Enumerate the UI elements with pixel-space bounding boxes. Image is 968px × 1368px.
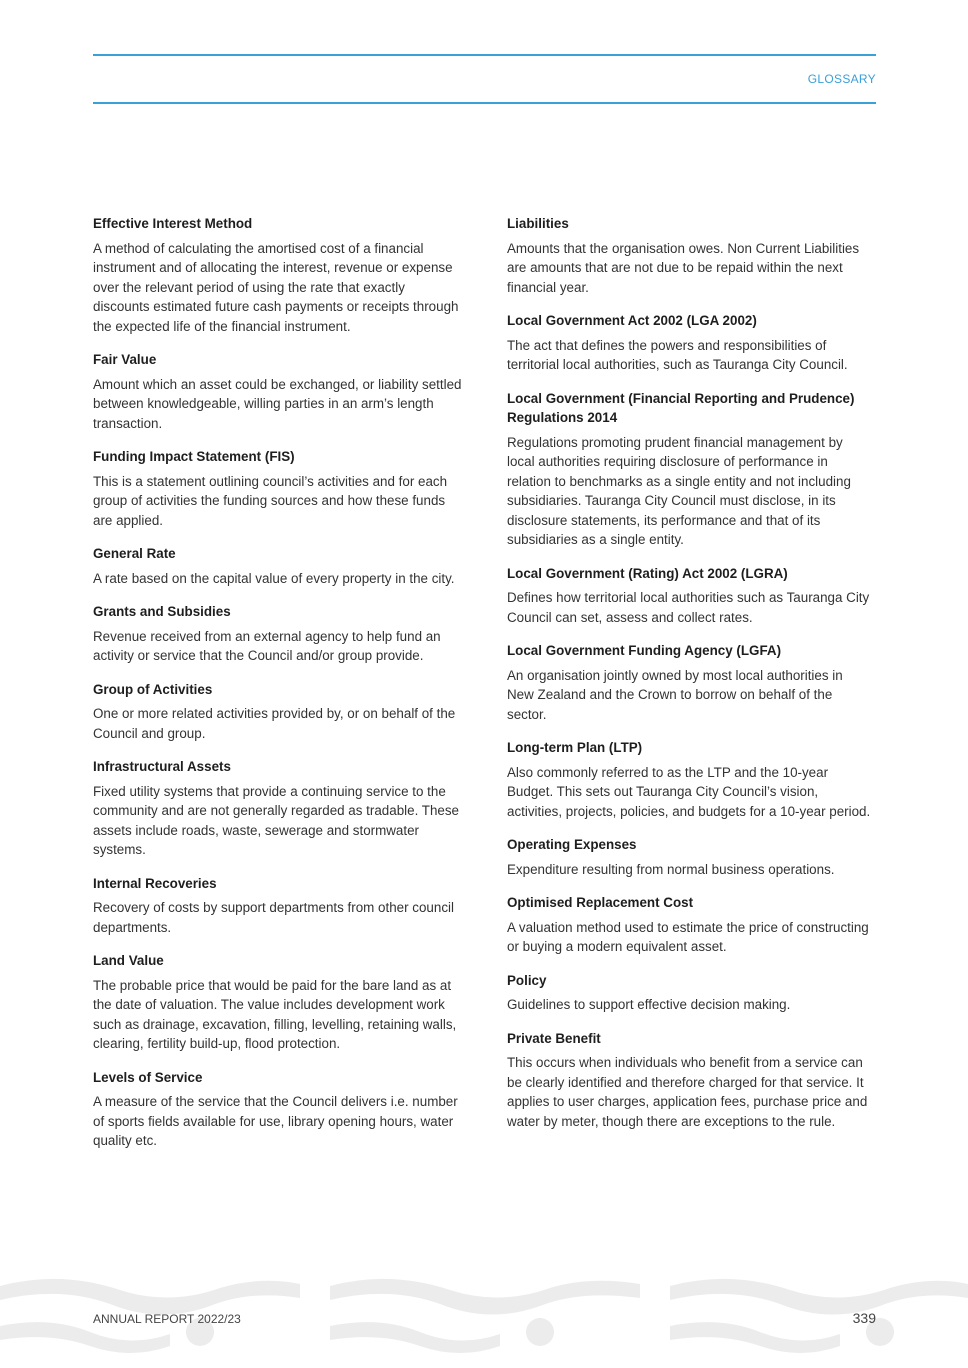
glossary-entry <box>93 951 465 1054</box>
glossary-term: Operating Expenses <box>507 837 637 852</box>
glossary-definition: Amounts that the organisation owes. Non Current Liabilities are amounts that are not due to be repaid within the next financial year. <box>507 240 860 295</box>
glossary-entry <box>93 447 465 530</box>
glossary-definition: An organisation jointly owned by most local authorities in New Zealand and the Crown to borrow on behalf of the sector. <box>507 667 843 722</box>
glossary-entry <box>507 971 873 1015</box>
glossary-definition: This occurs when individuals who benefit from a service can be clearly identified and therefore charged for that service. It applies to user charges, application fees, purchase price and water by meter, though there are exceptions to the rule. <box>507 1055 868 1129</box>
glossary-definition: This is a statement outlining council’s activities and for each group of activities the funding sources and how these funds are applied. <box>93 473 448 528</box>
glossary-entry <box>507 389 873 550</box>
glossary-entry <box>507 1029 873 1132</box>
glossary-entry <box>93 1068 465 1151</box>
glossary-term: Local Government (Rating) Act 2002 (LGRA) <box>507 565 788 581</box>
glossary-term: Infrastructural Assets <box>93 759 231 774</box>
glossary-entry <box>507 214 873 297</box>
glossary-definition: A measure of the service that the Council delivers i.e. number of sports fields available for use, library opening hours, water quality etc. <box>93 1094 458 1148</box>
glossary-entry <box>507 893 873 957</box>
glossary-right-column <box>507 214 873 1145</box>
glossary-term: Funding Impact Statement (FIS) <box>93 449 295 464</box>
glossary-definition: Also commonly referred to as the LTP and the 10-year Budget. This sets out Tauranga City Council’s vision, activities, projects, policies, and budgets for a 10-year period. <box>507 764 871 819</box>
glossary-definition: One or more related activities provided by, or on behalf of the Council and group. <box>93 706 456 741</box>
page-number: 339 <box>852 1310 876 1326</box>
section-label: GLOSSARY <box>807 72 876 86</box>
glossary-entry <box>93 680 465 744</box>
glossary-definition: The probable price that would be paid for the bare land as at the date of valuation. The value includes development work such as drainage, excavation, filling, levelling, retaining walls, clearing, fertility build-up, flood protection. <box>93 977 457 1051</box>
glossary-definition: Guidelines to support effective decision making. <box>507 997 791 1012</box>
glossary-term: Local Government Act 2002 (LGA 2002) <box>507 313 757 328</box>
glossary-definition: A valuation method used to estimate the price of constructing or buying a modern equivalent asset. <box>507 919 869 954</box>
glossary-definition: Regulations promoting prudent financial management by local authorities requiring disclosure of performance in relation to benchmarks as a single entity and not including subsidiaries. Tauranga City Council must disclose, in its disclosure statements, its performance and that of its subsidiaries as a single entity. <box>507 434 851 547</box>
glossary-term: Local Government Funding Agency (LGFA) <box>507 643 782 658</box>
glossary-definition: Fixed utility systems that provide a continuing service to the community and are not generally regarded as tradable. These assets include roads, waste, sewerage and stormwater systems. <box>93 783 459 857</box>
glossary-definition: The act that defines the powers and responsibilities of territorial local authorities, such as Tauranga City Council. <box>507 337 848 372</box>
glossary-term: Effective Interest Method <box>93 216 253 231</box>
glossary-definition: Revenue received from an external agency to help fund an activity or service that the Council and/or group provide. <box>93 628 441 663</box>
glossary-term: General Rate <box>93 546 176 561</box>
glossary-entry <box>507 311 873 375</box>
glossary-entry <box>93 350 465 433</box>
glossary-definition: Expenditure resulting from normal business operations. <box>507 861 835 877</box>
glossary-entry <box>507 835 873 879</box>
glossary-left-column <box>93 214 465 1165</box>
glossary-term: Group of Activities <box>93 681 213 697</box>
glossary-entry <box>93 602 465 666</box>
glossary-term: Liabilities <box>507 216 569 231</box>
glossary-entry <box>507 564 873 628</box>
glossary-term: Policy <box>507 972 547 988</box>
glossary-definition: Defines how territorial local authorities such as Tauranga City Council can set, assess and collect rates. <box>507 590 870 625</box>
glossary-definition: Recovery of costs by support departments from other council departments. <box>93 900 454 935</box>
glossary-term: Land Value <box>93 953 164 968</box>
glossary-entry <box>93 874 465 938</box>
glossary-definition: A method of calculating the amortised cost of a financial instrument and of allocating the interest, revenue or expense over the relevant period of using the rate that exactly discounts estimated future cash payments or receipts through the expected life of the financial instrument. <box>93 240 459 334</box>
glossary-term: Internal Recoveries <box>93 875 217 891</box>
glossary-term: Optimised Replacement Cost <box>507 895 694 910</box>
glossary-definition: Amount which an asset could be exchanged, or liability settled between knowledgeable, willing parties in an arm’s length transaction. <box>93 376 462 431</box>
glossary-term: Local Government (Financial Reporting and Prudence) Regulations 2014 <box>507 390 855 425</box>
glossary-term: Long-term Plan (LTP) <box>507 740 643 755</box>
footer-report-title: ANNUAL REPORT 2022/23 <box>93 1312 241 1326</box>
glossary-entry <box>93 757 465 860</box>
header-rule-top <box>93 54 876 56</box>
glossary-entry <box>93 214 465 336</box>
glossary-term: Private Benefit <box>507 1030 601 1046</box>
glossary-term: Grants and Subsidies <box>93 604 231 619</box>
glossary-definition: A rate based on the capital value of every property in the city. <box>93 570 455 586</box>
glossary-term: Fair Value <box>93 352 157 367</box>
glossary-entry <box>507 641 873 724</box>
glossary-entry <box>507 738 873 821</box>
header-rule-bottom <box>93 102 876 104</box>
glossary-term: Levels of Service <box>93 1069 203 1085</box>
glossary-entry <box>93 544 465 588</box>
